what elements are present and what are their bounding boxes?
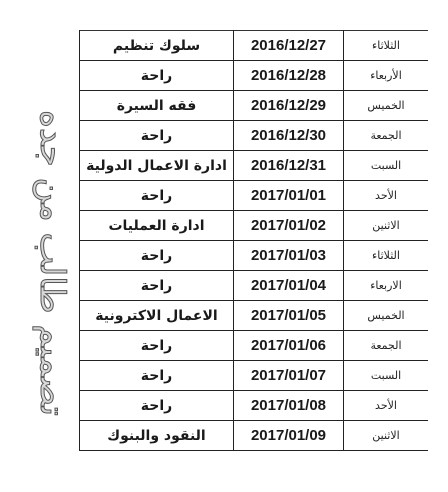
table-row	[80, 301, 429, 331]
date-cell: 2016/12/31	[234, 151, 344, 181]
table-row	[80, 151, 429, 181]
date-cell: 2017/01/08	[234, 391, 344, 421]
table-row	[80, 271, 429, 301]
day-cell: الثلاثاء	[344, 241, 429, 271]
subject-cell: راحة	[80, 271, 234, 301]
subject-cell: ادارة الاعمال الدولية	[80, 151, 234, 181]
table-row	[80, 121, 429, 151]
date-cell: 2017/01/05	[234, 301, 344, 331]
date-cell: 2017/01/09	[234, 421, 344, 451]
subject-cell: فقه السيرة	[80, 91, 234, 121]
table-row	[80, 91, 429, 121]
date-cell: 2017/01/02	[234, 211, 344, 241]
day-cell: الخميس	[344, 91, 429, 121]
subject-cell: سلوك تنظيم	[80, 31, 234, 61]
table-row	[80, 61, 429, 91]
date-cell: 2016/12/28	[234, 61, 344, 91]
date-cell: 2017/01/03	[234, 241, 344, 271]
day-cell: الأحد	[344, 181, 429, 211]
schedule-body	[80, 31, 429, 451]
day-cell: الاثنين	[344, 421, 429, 451]
subject-cell: راحة	[80, 391, 234, 421]
date-cell: 2017/01/04	[234, 271, 344, 301]
subject-cell: راحة	[80, 181, 234, 211]
day-cell: الأحد	[344, 391, 429, 421]
day-cell: الاثنين	[344, 211, 429, 241]
subject-cell: راحة	[80, 241, 234, 271]
date-cell: 2017/01/01	[234, 181, 344, 211]
date-cell: 2017/01/07	[234, 361, 344, 391]
day-cell: الأربعاء	[344, 61, 429, 91]
table-row	[80, 391, 429, 421]
table-row	[80, 31, 429, 61]
day-cell: الاربعاء	[344, 271, 429, 301]
table-row	[80, 241, 429, 271]
table-row	[80, 331, 429, 361]
subject-cell: النقود والبنوك	[80, 421, 234, 451]
day-cell: الخميس	[344, 301, 429, 331]
day-cell: الجمعة	[344, 121, 429, 151]
date-cell: 2016/12/29	[234, 91, 344, 121]
date-cell: 2016/12/27	[234, 31, 344, 61]
date-cell: 2017/01/06	[234, 331, 344, 361]
day-cell: السبت	[344, 151, 429, 181]
date-cell: 2016/12/30	[234, 121, 344, 151]
subject-cell: راحة	[80, 121, 234, 151]
day-cell: الجمعة	[344, 331, 429, 361]
table-row	[80, 361, 429, 391]
table-row	[80, 181, 429, 211]
handwritten-watermark	[24, 109, 80, 416]
subject-cell: ادارة العمليات	[80, 211, 234, 241]
subject-cell: راحة	[80, 61, 234, 91]
exam-schedule-table	[79, 30, 428, 451]
subject-cell: راحة	[80, 361, 234, 391]
subject-cell: الاعمال الاكترونية	[80, 301, 234, 331]
table-row	[80, 211, 429, 241]
subject-cell: راحة	[80, 331, 234, 361]
watermark-text: تصميم طالب من جده	[32, 109, 73, 416]
day-cell: السبت	[344, 361, 429, 391]
table-row	[80, 421, 429, 451]
day-cell: الثلاثاء	[344, 31, 429, 61]
